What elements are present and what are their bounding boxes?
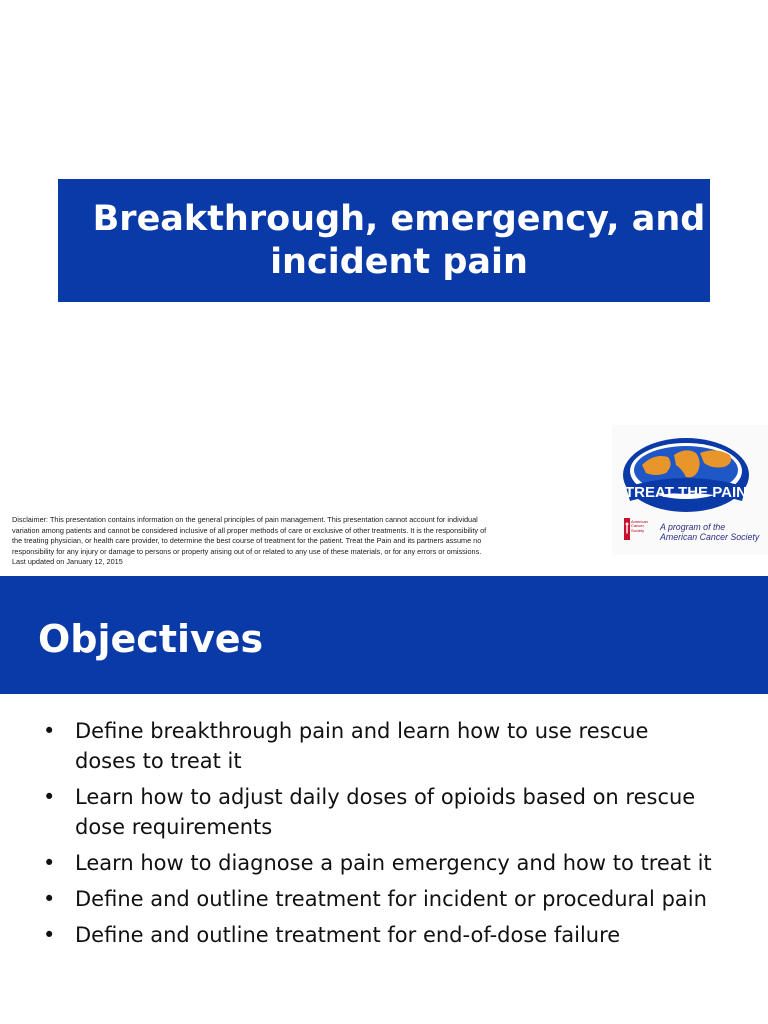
bullet-icon: •	[43, 887, 56, 911]
program-line-1: A program of the	[660, 522, 726, 532]
slide-title: Breakthrough, emergency, and incident pain	[92, 198, 706, 282]
list-item	[0, 782, 715, 842]
disclaimer-text: Disclaimer: This presentation contains information on the general principles of pain management. This presentation cannot account for individual variation among patients and cannot be considered inclusive of all proper methods of care or exclusive of other treatments. It is the responsibility of the treating physician, or health care provider, to determine the best course of treatment for the patient. Treat the Pain and its partners assume no responsibility for any injury or damage to persons or property arising out of or related to any use of these materials, or for any errors or omissions. Last updated on January 12, 2015	[12, 515, 487, 567]
logo-banner-text: TREAT THE PAIN	[625, 484, 747, 501]
bullet-icon: •	[43, 719, 56, 743]
list-item	[0, 884, 715, 914]
list-item	[0, 716, 715, 776]
acs-name-text: American Cancer Society	[631, 519, 648, 533]
list-item-text: Define and outline treatment for incident or procedural pain	[75, 887, 707, 911]
list-item	[0, 920, 715, 950]
program-text	[660, 522, 768, 542]
title-banner	[58, 179, 710, 302]
objectives-slide	[0, 576, 768, 1024]
globe-logo-icon	[612, 425, 768, 517]
objectives-header	[0, 576, 768, 694]
treat-the-pain-logo	[612, 425, 768, 555]
bullet-icon: •	[43, 851, 56, 875]
objectives-title: Objectives	[38, 617, 264, 661]
bullet-icon: •	[43, 785, 56, 809]
bullet-icon: •	[43, 923, 56, 947]
program-line-2: American Cancer Society	[660, 532, 760, 542]
list-item	[0, 848, 715, 878]
list-item-text: Define breakthrough pain and learn how to use rescue doses to treat it	[75, 719, 649, 773]
list-item-text: Learn how to diagnose a pain emergency and how to treat it	[75, 851, 712, 875]
list-item-text: Learn how to adjust daily doses of opioids based on rescue dose requirements	[75, 785, 696, 839]
list-item-text: Define and outline treatment for end-of-dose failure	[75, 923, 621, 947]
objectives-list	[0, 716, 768, 956]
